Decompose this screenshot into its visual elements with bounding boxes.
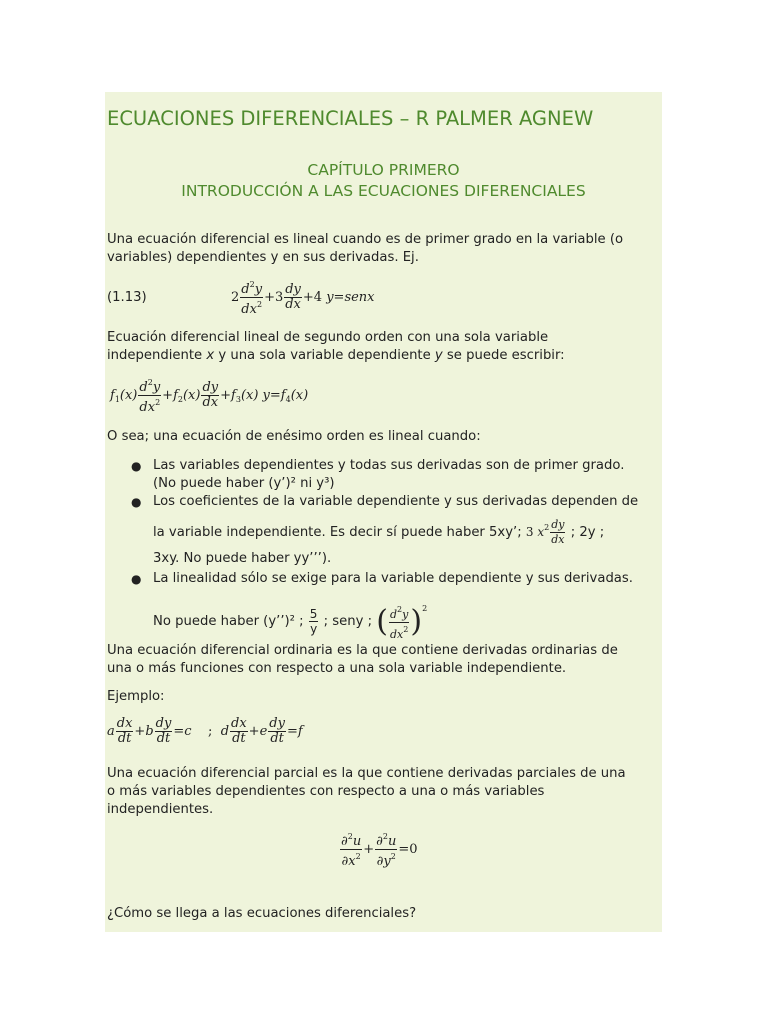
equation-general-linear: $f_1(x)$ $\frac{d^2y}{dx^2}$ $+f_2(x)$ $\frac{dy}{dx}$ $+f_3(x)$ $y=f_4(x)$ xyxy=(110,378,309,415)
paragraph-partial: Una ecuación diferencial parcial es la que contiene derivadas parciales de una o más variables dependientes con respecto a una o más variables independientes. xyxy=(107,766,626,817)
paragraph-linear-definition: Una ecuación diferencial es lineal cuando es de primer grado en la variable (o variables) dependientes y en sus derivadas. Ej. xyxy=(107,232,624,265)
paragraph-ordinary: Una ecuación diferencial ordinaria es la que contiene derivadas ordinarias de una o más funciones con respecto a una sola variable independiente. xyxy=(107,643,618,676)
inline-formula-5-over-y: $\frac{5}{y}$ xyxy=(309,606,318,636)
bullet-icon: ● xyxy=(131,495,142,509)
document-title: ECUACIONES DIFERENCIALES – R PALMER AGNEW xyxy=(107,107,594,130)
paragraph-second-order: Ecuación diferencial lineal de segundo orden con una sola variable independiente x y una sola variable dependiente y se puede escribir: xyxy=(107,330,565,363)
equation-ode-example: a $\frac{dx}{dt}$ +b $\frac{dy}{dt}$ =c ; d $\frac{dx}{dt}$ +e $\frac{dy}{dt}$ =f xyxy=(107,716,303,746)
inline-formula-3x2dydx: 3 $x^2$ $\frac{dy}{dx}$ xyxy=(525,518,565,546)
equation-label: (1.13) xyxy=(107,290,147,305)
chapter-heading: CAPÍTULO PRIMERO xyxy=(307,161,460,179)
example-label: Ejemplo: xyxy=(107,689,165,704)
paragraph-nth-order: O sea; una ecuación de enésimo orden es lineal cuando: xyxy=(107,429,481,444)
inline-formula-d2y-dx2-squared: ( $\frac{d^2y}{dx^2}$ )$^2$ xyxy=(376,604,428,641)
equation-1-13: 2 $\frac{d^2y}{dx^2}$ +3 $\frac{dy}{dx}$ +4 y=senx xyxy=(231,280,375,317)
chapter-subtitle: INTRODUCCIÓN A LAS ECUACIONES DIFERENCIALES xyxy=(181,182,586,200)
bullet-icon: ● xyxy=(131,572,142,586)
question-heading: ¿Cómo se llega a las ecuaciones diferenciales? xyxy=(107,906,417,921)
bullet-icon: ● xyxy=(131,459,142,473)
equation-pde-example: $\frac{\partial^2u}{\partial x^2}$ + $\frac{\partial^2u}{\partial y^2}$ =0 xyxy=(341,832,418,869)
document-page: ECUACIONES DIFERENCIALES – R PALMER AGNEW CAPÍTULO PRIMERO INTRODUCCIÓN A LAS ECUACIONES DIFERENCIALES Una ecuación diferencial es lineal cuando es de primer grado en la variable (o variables) dependientes y en sus derivadas. Ej. (1.13) 2 $\frac{d^2y}{dx^2}$ +3 $\frac{dy}{dx}$ +4 y=senx Ecuación diferencial lineal de segundo orden con una sola variable independiente x y una sola variable dependiente y se puede escribir: $f_1(x)$ $\frac{d^2y}{dx^2}$ $+f_2(x)$ $\frac{dy}{dx}$ $+f_3(x)$ $y=f_4(x)$ O sea; una ecuación de enésimo orden es lineal cuando: ● Las variables dependientes y todas sus derivadas son de primer grado. (No puede haber (y’)² ni y³) ● Los coeficientes de la variable dependiente y sus derivadas dependen de la variable independiente. Es decir sí puede haber 5xy’; 3 $x^2$ $\frac{dy}{dx}$ ; 2y ; 3xy. No puede haber yy’’’). ● La linealidad sólo se exige para la variable dependiente y sus derivadas. No puede haber (y’’)² ; $\frac{5}{y}$ ; seny ; ( $\frac{d^2y}{dx^2}$ )$^2$ Una ecuación diferencial ordinaria es la que contiene derivadas ordinarias de una o más funciones con respecto a una sola variable independiente. Ejemplo: a $\frac{dx}{dt}$ +b $\frac{dy}{dt}$ =c ; d $\frac{dx}{dt}$ +e $\frac{dy}{dt}$ =f Una ecuación diferencial parcial es la que contiene derivadas parciales de una o más variables dependientes con respecto a una o más variables independientes. $\frac{\partial^2u}{\partial x^2}$ + $\frac{\partial^2u}{\partial y^2}$ =0 ¿Cómo se llega a las ecuaciones diferenciales? xyxy=(105,92,662,932)
